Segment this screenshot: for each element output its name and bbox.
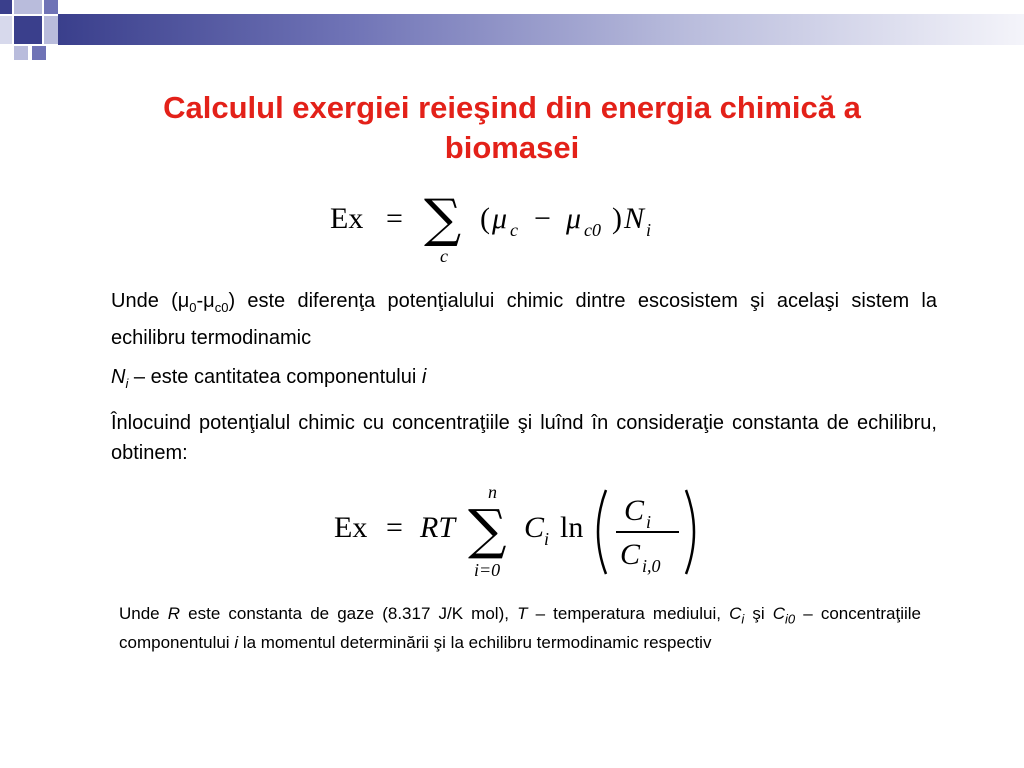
header-decoration (0, 0, 1024, 64)
text-fragment: Unde (119, 604, 168, 623)
ln-symbol: ln (560, 511, 584, 544)
subscript: 0 (189, 300, 197, 315)
big-paren-right (686, 490, 694, 574)
subscript: c0 (214, 300, 229, 315)
numerator-c: C (624, 494, 645, 527)
deco-square (44, 16, 58, 44)
text-fragment: ) este diferenţa potenţialului chimic dintre escosistem şi acelaşi sistem la echilibru termodinamic (111, 290, 937, 349)
text-fragment: – concentraţiile componentului (119, 604, 921, 653)
formula-ex: Ex (330, 202, 364, 235)
mu-c-sub: c (510, 220, 518, 240)
slide-title: Calculul exergiei reieşind din energia chimică a biomasei (163, 90, 861, 165)
deco-square (44, 0, 58, 14)
minus-sign: − (534, 202, 551, 235)
c-sub: i (544, 529, 550, 549)
subscript: i0 (785, 611, 796, 627)
c-symbol: C (524, 511, 545, 544)
mu-c0-sub: c0 (584, 220, 601, 240)
text-fragment: este constanta de gaze (8.317 J/K mol), (180, 604, 518, 623)
exergy-formula (330, 190, 710, 266)
symbol-c0: C (772, 604, 786, 623)
symbol-c: C (729, 604, 742, 623)
sum-symbol: ∑ (468, 498, 507, 561)
text-fragment: la momentul determinării şi la echilibru termodinamic respectiv (238, 633, 712, 653)
sum-subscript: c (440, 246, 448, 266)
symbol-i: i (421, 366, 427, 388)
paragraph-component-quantity (111, 362, 937, 399)
deco-square (0, 16, 12, 44)
header-gradient-bar (58, 14, 1024, 45)
text-fragment: Unde (μ (111, 290, 190, 312)
formula-ex: Ex (334, 511, 368, 544)
formula-equals: = (386, 202, 403, 235)
text-fragment: – temperatura mediului, (527, 604, 730, 623)
subscript: i (125, 376, 129, 391)
symbol-n: N (111, 366, 126, 388)
paren-close: ) (612, 202, 622, 235)
deco-square (14, 46, 28, 60)
sum-upper: n (488, 482, 497, 502)
deco-square (32, 46, 46, 60)
symbol-i: i (234, 633, 239, 653)
symbol-r: R (167, 604, 181, 623)
numerator-sub: i (646, 512, 652, 532)
big-paren-left (598, 490, 606, 574)
n-sub: i (646, 220, 652, 240)
deco-square (14, 0, 42, 14)
text-fragment: -μ (196, 290, 215, 312)
paragraph-substitution: Înlocuind potenţialul chimic cu concentraţiile şi luînd în consideraţie constanta de echilibru, obtinem: (111, 412, 937, 464)
sum-lower: i=0 (474, 560, 501, 580)
formula-equals: = (386, 511, 403, 544)
sum-symbol: ∑ (424, 190, 462, 249)
n-symbol: N (624, 202, 645, 235)
subscript: i (741, 611, 745, 627)
text-fragment: şi (744, 604, 773, 623)
denominator-c: C (620, 538, 641, 571)
paragraph-constants (119, 602, 921, 655)
symbol-t: T (517, 604, 528, 623)
mu-c: μ (492, 202, 508, 235)
mu-c0: μ (566, 202, 582, 235)
paragraph-potential-difference (111, 286, 937, 353)
rt-symbol: RT (420, 511, 456, 544)
deco-square (14, 16, 42, 44)
text-fragment: – este cantitatea componentului (128, 366, 422, 388)
deco-square (0, 0, 12, 14)
denominator-sub: i,0 (642, 556, 661, 576)
exergy-concentration-formula (334, 482, 714, 582)
paren-open: ( (480, 202, 490, 235)
